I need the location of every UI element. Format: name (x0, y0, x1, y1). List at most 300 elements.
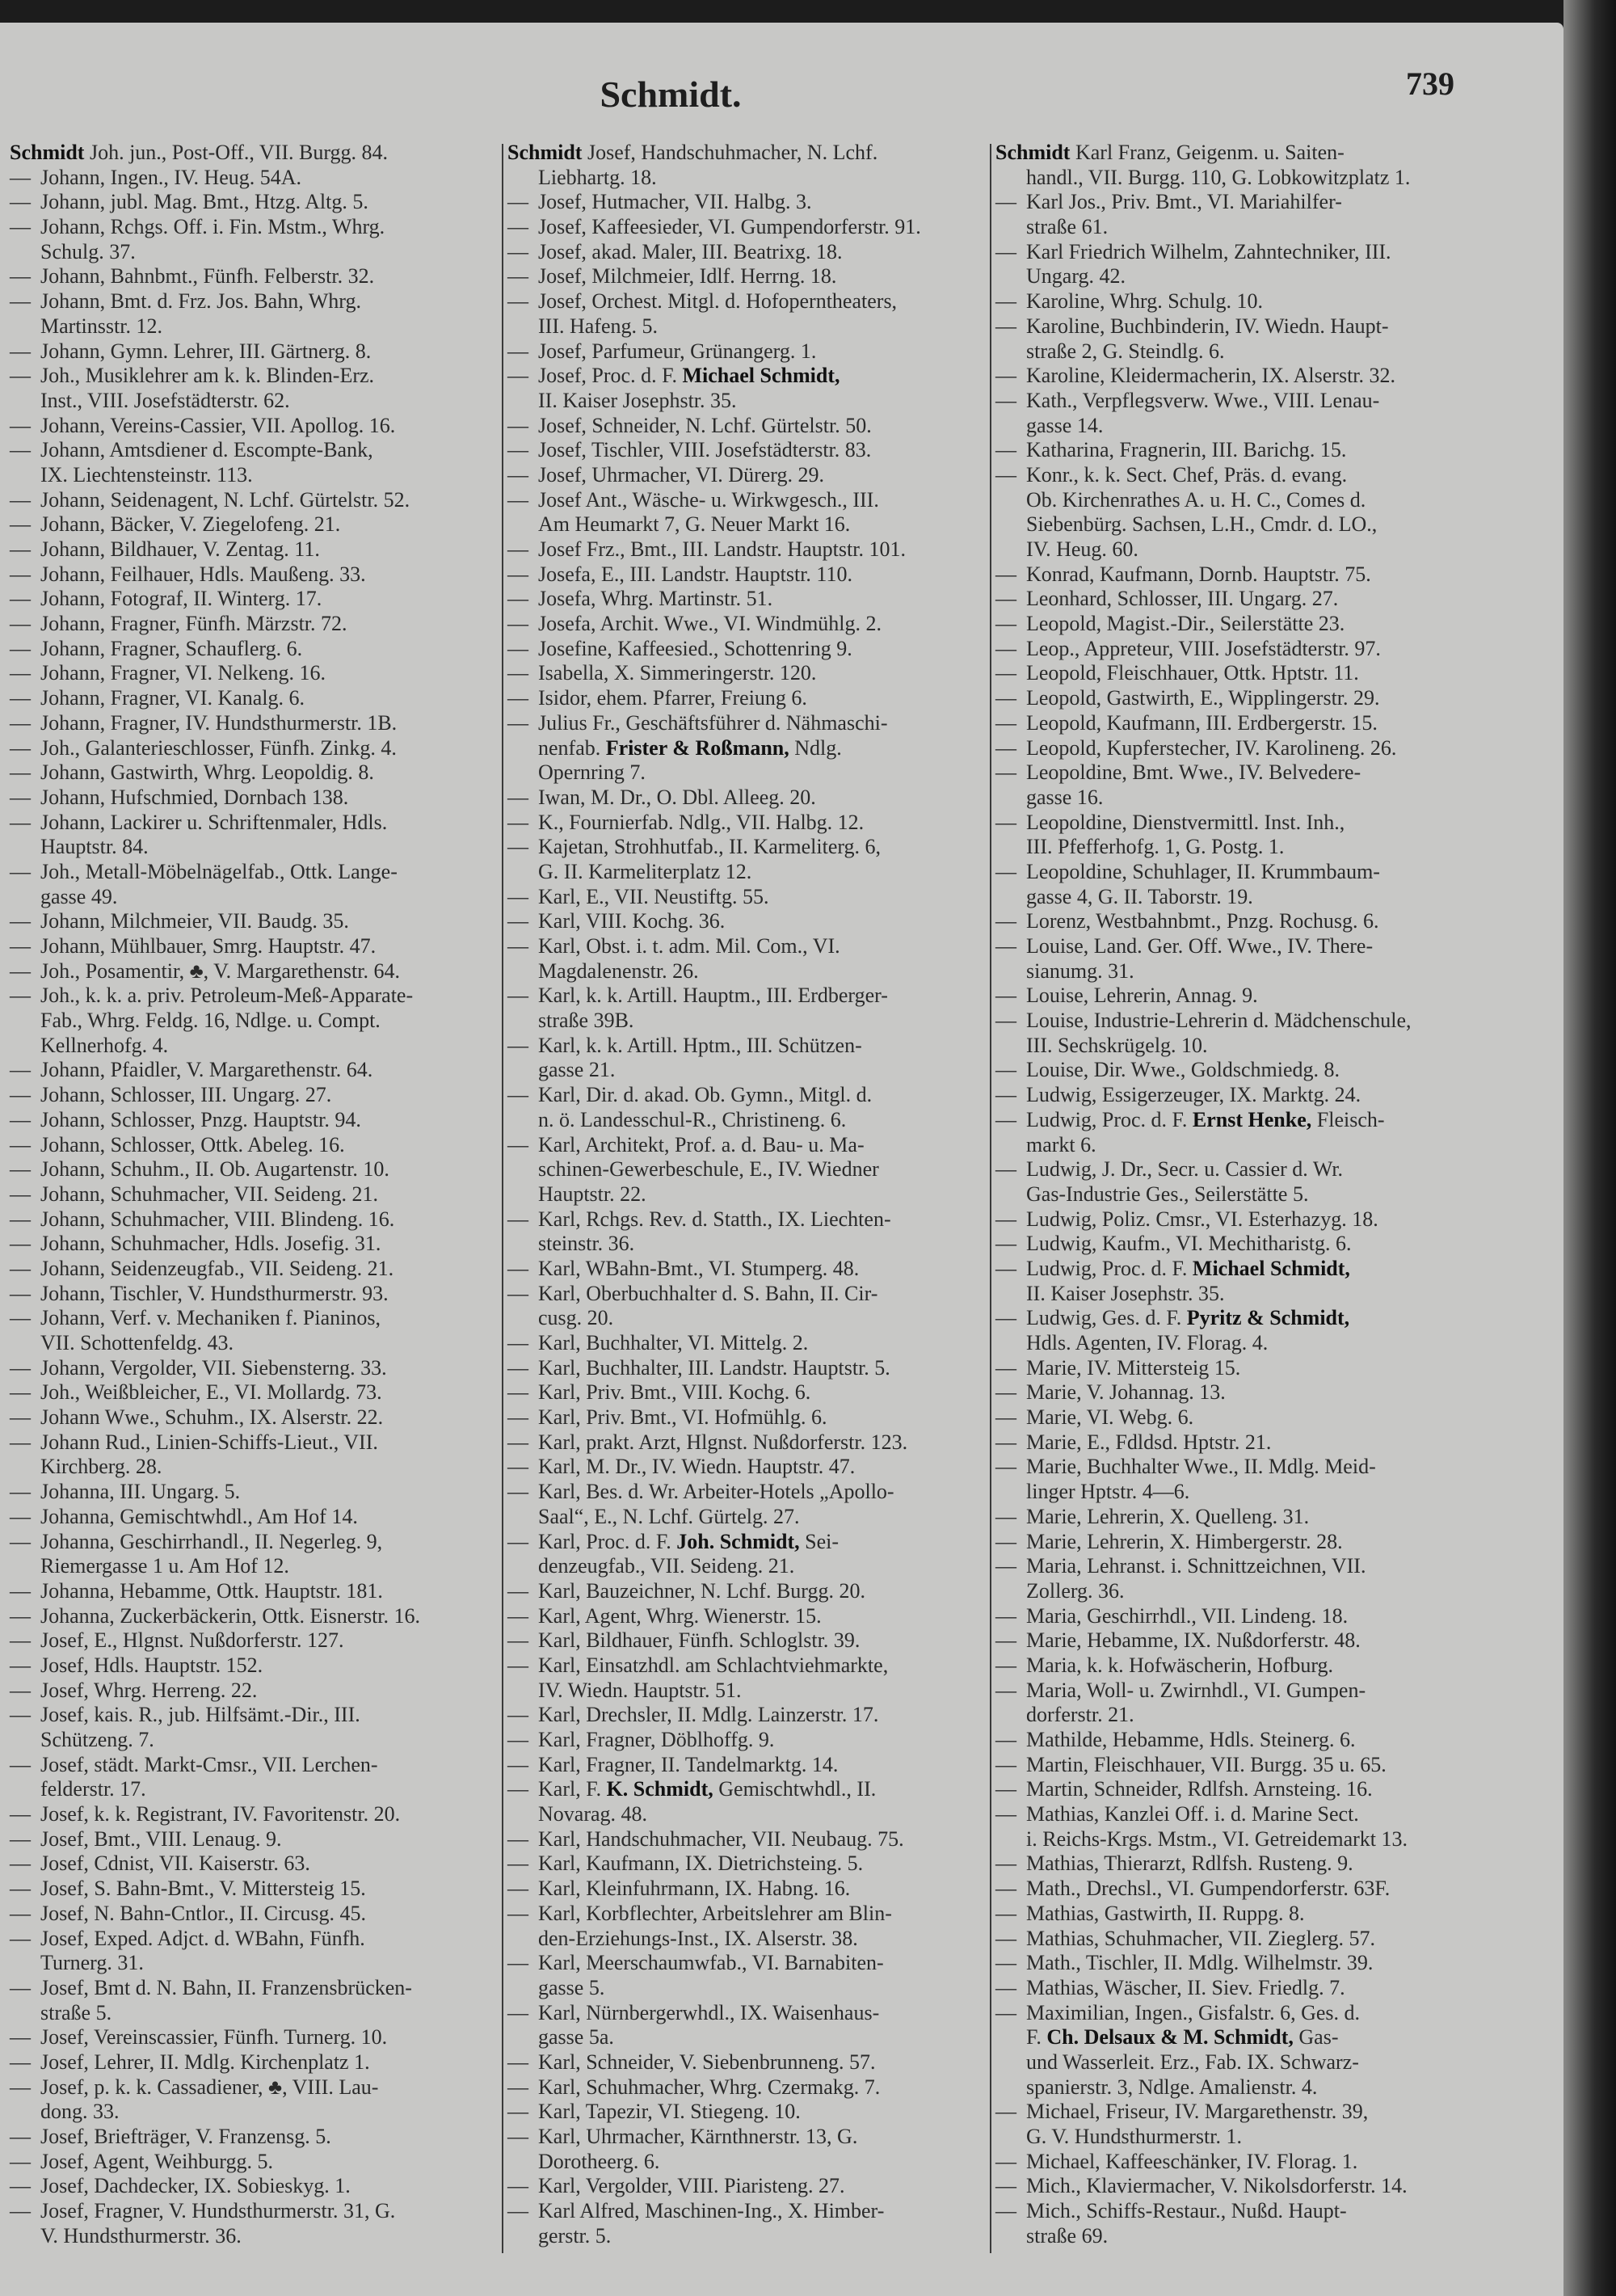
entry-line (507, 1133, 986, 1158)
entry-text (40, 190, 368, 215)
entry-segment: den-Erziehungs-Inst., IX. Alserstr. 38. (538, 1926, 858, 1950)
entry-line (507, 414, 986, 439)
entry-line (507, 612, 986, 637)
ditto-dash: — (507, 612, 528, 636)
entry-line (507, 1902, 986, 1927)
directory-page (0, 23, 1563, 2296)
entry-segment: Johann, Mühlbauer, Smrg. Hauptstr. 47. (40, 934, 377, 958)
entry-line (507, 1083, 986, 1108)
entry-text (40, 587, 322, 612)
entry-text (538, 414, 872, 439)
entry-continuation-line (995, 835, 1509, 860)
entry-line (10, 686, 498, 711)
entry-segment: Josef, akad. Maler, III. Beatrixg. 18. (538, 239, 843, 263)
entry-text (40, 637, 302, 662)
entry-continuation-line (10, 1331, 498, 1356)
ditto-dash: — (10, 1058, 31, 1082)
entry-segment: Johann, Vereins-Cassier, VII. Apollog. 16. (40, 413, 396, 437)
entry-line (10, 2199, 498, 2224)
ditto-dash: — (507, 1852, 528, 1876)
entry-text (40, 1331, 234, 1356)
entry-text (1026, 2050, 1359, 2075)
entry-line (10, 1157, 498, 1182)
ditto-dash: — (995, 1256, 1016, 1280)
entry-segment: Josef, Briefträger, V. Franzensg. 5. (40, 2125, 331, 2148)
entry-line (995, 1902, 1509, 1927)
entry-text (40, 488, 410, 513)
entry-continuation-line (507, 1306, 986, 1331)
ditto-dash: — (10, 1653, 31, 1677)
entry-text (40, 909, 349, 934)
directory-column-1 (10, 141, 498, 2248)
entry-line (10, 661, 498, 686)
entry-segment: Hauptstr. 84. (40, 835, 149, 859)
entry-continuation-line (10, 389, 498, 414)
entry-text (538, 1802, 647, 1827)
entry-text (1026, 314, 1389, 339)
entry-segment: gasse 21. (538, 1058, 616, 1082)
entry-segment: Johann, Seidenzeugfab., VII. Seideng. 21. (40, 1256, 394, 1280)
entry-segment: Karl, M. Dr., IV. Wiedn. Hauptstr. 47. (538, 1455, 856, 1479)
ditto-dash: — (995, 1628, 1016, 1653)
entry-segment: Josef, Vereinscassier, Fünfh. Turnerg. 10. (40, 2025, 388, 2050)
entry-text (538, 438, 871, 463)
entry-segment: Gas- (1293, 2025, 1339, 2050)
entry-text (1026, 1554, 1366, 1579)
entry-text (40, 2199, 395, 2224)
entry-line (10, 959, 498, 984)
entry-text (538, 1530, 839, 1555)
entry-text (1026, 760, 1361, 786)
entry-segment: Josef, Dachdecker, IX. Sobieskyg. 1. (40, 2174, 351, 2198)
entry-line (507, 637, 986, 662)
entry-segment: Karl, Agent, Whrg. Wienerstr. 15. (538, 1603, 822, 1628)
entry-segment: Schützeng. 7. (40, 1728, 154, 1751)
ditto-dash: — (507, 661, 528, 685)
entry-text (40, 1108, 361, 1133)
entry-line (10, 1405, 498, 1430)
entry-line (507, 934, 986, 959)
ditto-dash: — (995, 1058, 1016, 1082)
entry-text (1026, 2150, 1357, 2175)
ditto-dash: — (995, 1653, 1016, 1677)
entry-line (507, 1703, 986, 1728)
entry-continuation-line (10, 1554, 498, 1579)
entry-segment: Ludwig, Proc. d. F. (1026, 1107, 1193, 1131)
entry-segment: Mich., Klaviermacher, V. Nikolsdorferstr. 14. (1026, 2174, 1408, 2198)
entry-segment: Josef, Orchest. Mitgl. d. Hofoperntheaters, (538, 289, 898, 314)
entry-text (538, 463, 824, 488)
ditto-dash: — (995, 1678, 1016, 1702)
entry-line (995, 934, 1509, 959)
entry-text (40, 562, 366, 588)
entry-continuation-line (995, 1579, 1509, 1604)
entry-segment: IV. Heug. 60. (1026, 537, 1138, 561)
entry-line (507, 438, 986, 463)
ditto-dash: — (507, 1777, 528, 1801)
entry-segment: Karl, prakt. Arzt, Hlgnst. Nußdorferstr. 123. (538, 1430, 908, 1454)
entry-segment: III. Hafeng. 5. (538, 314, 658, 338)
entry-continuation-line (995, 1133, 1509, 1158)
entry-text (10, 141, 388, 166)
entry-text (538, 1380, 810, 1405)
entry-segment: Josef, Handschuhmacher, N. Lchf. (582, 141, 878, 164)
entry-continuation-line (995, 1034, 1509, 1059)
entry-segment: spanierstr. 3, Ndlge. Amalienstr. 4. (1026, 2075, 1318, 2099)
ditto-dash: — (507, 1207, 528, 1231)
entry-segment: Konr., k. k. Sect. Chef, Präs. d. evang. (1026, 462, 1348, 487)
entry-text (1026, 2174, 1408, 2199)
entry-continuation-line (995, 166, 1509, 191)
entry-text (40, 1455, 162, 1480)
entry-line (995, 1430, 1509, 1456)
ditto-dash: — (10, 1281, 31, 1305)
entry-line (507, 2174, 986, 2199)
entry-line (995, 686, 1509, 711)
entry-text (1026, 661, 1359, 686)
entry-text (1026, 364, 1395, 389)
entry-line (10, 1579, 498, 1604)
entry-segment: Magdalenenstr. 26. (538, 958, 699, 983)
entry-text (40, 339, 371, 364)
ditto-dash: — (507, 1728, 528, 1751)
entry-text (538, 2174, 845, 2199)
entry-line (995, 1679, 1509, 1704)
entry-line (10, 1802, 498, 1827)
ditto-dash: — (507, 1132, 528, 1156)
ditto-dash: — (10, 2075, 31, 2099)
entry-line (995, 1083, 1509, 1108)
entry-line (995, 587, 1509, 612)
entry-text (40, 1927, 365, 1952)
ditto-dash: — (10, 1132, 31, 1156)
entry-line (10, 1976, 498, 2001)
entry-segment: III. Sechskrügelg. 10. (1026, 1033, 1208, 1057)
ditto-dash: — (10, 1852, 31, 1876)
entry-line (10, 860, 498, 885)
ditto-dash: — (10, 785, 31, 809)
entry-text (538, 637, 852, 662)
entry-continuation-line (507, 1009, 986, 1034)
entry-text (40, 1430, 378, 1456)
entry-line (995, 1628, 1509, 1654)
entry-segment: V. Hundsthurmerstr. 36. (40, 2223, 242, 2248)
entry-segment: gasse 14. (1026, 413, 1104, 437)
ditto-dash: — (10, 289, 31, 314)
entry-text (1026, 1083, 1361, 1108)
ditto-dash: — (507, 462, 528, 487)
entry-segment: dorferstr. 21. (1026, 1703, 1134, 1727)
ditto-dash: — (507, 239, 528, 263)
ditto-dash: — (10, 1380, 31, 1405)
bold-name: Schmidt (10, 141, 85, 164)
ditto-dash: — (10, 958, 31, 983)
entry-continuation-line (507, 1976, 986, 2001)
entry-text (1026, 1902, 1304, 1927)
entry-line (507, 2100, 986, 2125)
ditto-dash: — (995, 1504, 1016, 1528)
entry-segment: Martin, Fleischhauer, VII. Burgg. 35 u. 65. (1026, 1752, 1387, 1776)
entry-line (995, 1976, 1509, 2001)
entry-segment: Josef, Proc. d. F. (538, 364, 683, 388)
entry-segment: Maria, Woll- u. Zwirnhdl., VI. Gumpen- (1026, 1678, 1366, 1702)
entry-segment: Johann, Schlosser, Ottk. Abeleg. 16. (40, 1132, 345, 1156)
entry-segment: Johann, Amtsdiener d. Escompte-Bank, (40, 438, 373, 462)
entry-text (1026, 1827, 1408, 1852)
entry-text (1026, 885, 1253, 910)
entry-text (1026, 166, 1410, 191)
entry-segment: Karl Alfred, Maschinen-Ing., X. Himber- (538, 2199, 885, 2223)
entry-line (995, 1877, 1509, 1902)
entry-line (995, 811, 1509, 836)
entry-segment: Josef, Hutmacher, VII. Halbg. 3. (538, 190, 812, 214)
entry-line (995, 2100, 1509, 2125)
entry-text (40, 1356, 387, 1381)
entry-continuation-line (10, 1728, 498, 1753)
ditto-dash: — (507, 810, 528, 834)
entry-text (40, 835, 149, 860)
entry-segment: Josef, Kaffeesieder, VI. Gumpendorferstr. 91. (538, 215, 921, 239)
entry-segment: Karl, k. k. Artill. Hauptm., III. Erdberger- (538, 984, 888, 1008)
page-heading: Schmidt. (600, 74, 742, 115)
ditto-dash: — (995, 438, 1016, 462)
entry-segment: Johann, Fragner, Fünfh. Märzstr. 72. (40, 612, 347, 636)
ditto-dash: — (507, 1578, 528, 1603)
entry-segment: Karl, Fragner, Döblhoffg. 9. (538, 1728, 775, 1751)
entry-text (538, 1604, 822, 1629)
entry-segment: gasse 49. (40, 884, 118, 908)
ditto-dash: — (10, 1256, 31, 1280)
entry-continuation-line (507, 760, 986, 786)
entry-segment: nenfab. (538, 735, 606, 760)
ditto-dash: — (995, 1232, 1016, 1256)
entry-text (538, 661, 816, 686)
entry-segment: Karl, Korbflechter, Arbeitslehrer am Blin- (538, 1901, 892, 1925)
entry-segment: Josef, Agent, Weihburgg. 5. (40, 2149, 273, 2173)
entry-segment: Julius Fr., Geschäftsführer d. Nähmaschi- (538, 710, 888, 735)
ditto-dash: — (995, 2149, 1016, 2173)
ditto-dash: — (507, 1480, 528, 1504)
entry-line (507, 1207, 986, 1232)
entry-line (995, 2150, 1509, 2175)
entry-line (10, 289, 498, 314)
entry-head-line (995, 141, 1509, 166)
entry-text (507, 141, 877, 166)
ditto-dash: — (995, 1380, 1016, 1405)
entry-text (538, 264, 836, 289)
entry-segment: Dorotheerg. 6. (538, 2149, 660, 2173)
entry-line (10, 488, 498, 513)
entry-continuation-line (10, 1009, 498, 1034)
entry-line (995, 1380, 1509, 1405)
ditto-dash: — (507, 710, 528, 735)
ditto-dash: — (995, 1877, 1016, 1901)
entry-text (1026, 1009, 1412, 1034)
entry-line (10, 1679, 498, 1704)
entry-text (538, 1430, 907, 1456)
ditto-dash: — (10, 1182, 31, 1206)
ditto-dash: — (507, 413, 528, 437)
entry-line (507, 2199, 986, 2224)
entry-text (40, 1579, 383, 1604)
entry-line (995, 1852, 1509, 1877)
ditto-dash: — (507, 264, 528, 289)
entry-line (995, 1232, 1509, 1257)
entry-text (1026, 1306, 1349, 1331)
entry-segment: Hauptstr. 22. (538, 1182, 646, 1206)
entry-continuation-line (507, 1802, 986, 1827)
entry-segment: Josef Ant., Wäsche- u. Wirkwgesch., III. (538, 487, 879, 512)
ditto-dash: — (10, 562, 31, 586)
ditto-dash: — (507, 1405, 528, 1430)
ditto-dash: — (10, 1480, 31, 1504)
entry-continuation-line (995, 414, 1509, 439)
entry-line (10, 637, 498, 662)
entry-segment: Johann, Fragner, IV. Hundsthurmerstr. 1B. (40, 710, 398, 735)
entry-segment: Karl, Priv. Bmt., VIII. Kochg. 6. (538, 1380, 811, 1405)
column-divider (502, 144, 503, 2253)
entry-line (507, 711, 986, 736)
entry-segment: Karl, Kleinfuhrmann, IX. Habng. 16. (538, 1877, 851, 1901)
entry-text (40, 1554, 289, 1579)
entry-text (1026, 860, 1380, 885)
entry-text (40, 1009, 381, 1034)
entry-continuation-line (10, 2100, 498, 2125)
entry-line (507, 885, 986, 910)
entry-segment: Johann, Schlosser, Pnzg. Hauptstr. 94. (40, 1107, 361, 1131)
ditto-dash: — (10, 810, 31, 834)
entry-line (995, 984, 1509, 1009)
entry-line (995, 760, 1509, 786)
ditto-dash: — (995, 1777, 1016, 1801)
ditto-dash: — (10, 339, 31, 363)
entry-continuation-line (507, 959, 986, 984)
ditto-dash: — (995, 1107, 1016, 1131)
entry-line (10, 1827, 498, 1852)
entry-segment: Louise, Lehrerin, Annag. 9. (1026, 984, 1258, 1008)
entry-segment: Josef, p. k. k. Cassadiener, ♣, VIII. Lau- (40, 2075, 379, 2099)
entry-text (40, 463, 253, 488)
entry-text (40, 1877, 366, 1902)
ditto-dash: — (995, 2199, 1016, 2223)
entry-segment: Mathias, Wäscher, II. Siev. Friedlg. 7. (1026, 1975, 1345, 1999)
ditto-dash: — (995, 1951, 1016, 1975)
entry-text (1026, 463, 1347, 488)
entry-segment: Maria, Geschirrhdl., VII. Lindeng. 18. (1026, 1603, 1349, 1628)
bold-name: Frister & Roßmann, (605, 735, 789, 760)
entry-text (538, 2075, 880, 2100)
entry-segment: Schulg. 37. (40, 239, 136, 263)
ditto-dash: — (507, 636, 528, 660)
ditto-dash: — (10, 512, 31, 537)
entry-text (538, 1628, 860, 1654)
entry-segment: Gas-Industrie Ges., Seilerstätte 5. (1026, 1182, 1309, 1206)
ditto-dash: — (995, 2000, 1016, 2024)
entry-segment: Johanna, Hebamme, Ottk. Hauptstr. 181. (40, 1578, 383, 1603)
entry-text (1026, 1703, 1134, 1728)
entry-text (1026, 786, 1103, 811)
entry-segment: Isabella, X. Simmeringerstr. 120. (538, 661, 817, 685)
entry-line (995, 1728, 1509, 1753)
entry-segment: Ndlg. (789, 735, 842, 760)
entry-text (1026, 1282, 1225, 1307)
entry-text (538, 1257, 859, 1282)
entry-line (995, 711, 1509, 736)
entry-text (538, 1654, 888, 1679)
entry-line (10, 1703, 498, 1728)
entry-text (1026, 1405, 1193, 1430)
ditto-dash: — (10, 686, 31, 710)
ditto-dash: — (995, 388, 1016, 412)
entry-line (507, 1604, 986, 1629)
entry-continuation-line (995, 1827, 1509, 1852)
entry-segment: Marie, IV. Mittersteig 15. (1026, 1355, 1241, 1380)
entry-line (995, 1108, 1509, 1133)
ditto-dash: — (10, 1578, 31, 1603)
entry-segment: Sei- (799, 1529, 840, 1553)
entry-text (40, 1505, 358, 1530)
entry-text (40, 1679, 257, 1704)
ditto-dash: — (507, 1901, 528, 1925)
entry-segment: IX. Liechtensteinstr. 113. (40, 462, 253, 487)
entry-text (1026, 1654, 1333, 1679)
entry-text (1026, 488, 1366, 513)
entry-text (538, 2224, 611, 2249)
entry-text (1026, 438, 1346, 463)
entry-text (538, 1902, 892, 1927)
entry-segment: Karl Jos., Priv. Bmt., VI. Mariahilfer- (1026, 190, 1342, 214)
ditto-dash: — (10, 1207, 31, 1231)
ditto-dash: — (995, 1207, 1016, 1231)
ditto-dash: — (995, 1157, 1016, 1182)
entry-continuation-line (507, 2150, 986, 2175)
entry-segment: Kirchberg. 28. (40, 1455, 162, 1479)
entry-text (1026, 2100, 1368, 2125)
entry-text (538, 1331, 808, 1356)
ditto-dash: — (10, 1405, 31, 1430)
entry-line (507, 1257, 986, 1282)
entry-line (10, 1604, 498, 1629)
entry-text (1026, 389, 1379, 414)
entry-line (10, 190, 498, 215)
entry-segment: Kajetan, Strohhutfab., II. Karmeliterg. 6, (538, 835, 882, 859)
entry-text (1026, 1753, 1387, 1778)
entry-text (1026, 736, 1396, 761)
entry-text (538, 1455, 855, 1480)
ditto-dash: — (10, 2199, 31, 2223)
entry-text (538, 885, 768, 910)
entry-text (40, 1703, 360, 1728)
entry-continuation-line (507, 1058, 986, 1083)
ditto-dash: — (10, 984, 31, 1008)
ditto-dash: — (507, 339, 528, 363)
entry-line (507, 2075, 986, 2100)
entry-text (40, 1207, 394, 1232)
entry-segment: Josef, Fragner, V. Hundsthurmerstr. 31, G. (40, 2199, 396, 2223)
entry-text (40, 215, 385, 240)
entry-segment: Karl, Obst. i. t. adm. Mil. Com., VI. (538, 934, 840, 958)
entry-continuation-line (507, 736, 986, 761)
entry-line (995, 240, 1509, 265)
entry-segment: Johann, Feilhauer, Hdls. Maußeng. 33. (40, 562, 366, 586)
ditto-dash: — (507, 1256, 528, 1280)
entry-text (1026, 1058, 1340, 1083)
ditto-dash: — (507, 2174, 528, 2198)
entry-text (40, 760, 374, 786)
entry-text (40, 1306, 381, 1331)
entry-text (1026, 1927, 1375, 1952)
entry-line (507, 215, 986, 240)
